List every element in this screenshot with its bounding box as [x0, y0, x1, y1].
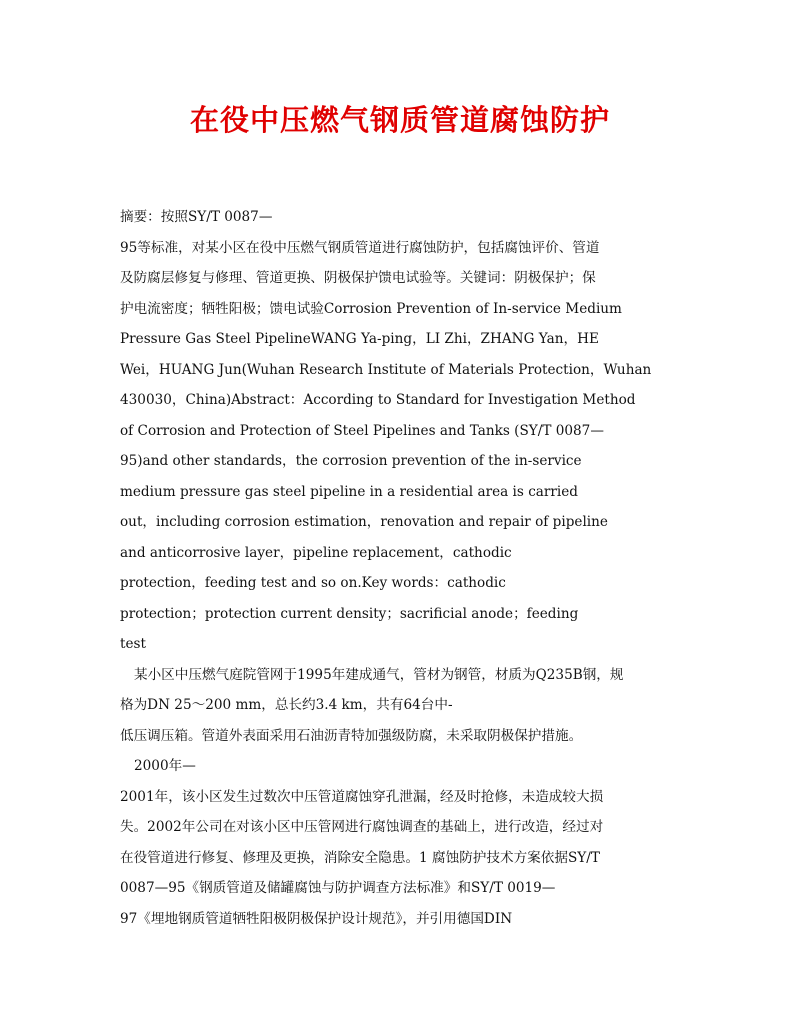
document-title: 在役中压燃气钢质管道腐蚀防护 — [189, 103, 610, 137]
body-line: of Corrosion and Protection of Steel Pipelines and Tanks (SY/T 0087— — [120, 422, 604, 439]
body-line: 95)and other standards，the corrosion prevention of the in-service — [120, 453, 582, 469]
body-line: 2000年— — [134, 758, 196, 774]
body-line: Pressure Gas Steel PipelineWANG Ya-ping，LI Zhi，ZHANG Yan，HE — [120, 331, 599, 347]
body-line: protection；protection current density；sacrificial anode；feeding — [120, 605, 579, 622]
body-line: 在役管道进行修复、修理及更换，消除安全隐患。1 腐蚀防护技术方案依据SY/T — [120, 849, 600, 866]
body-line: Wei，HUANG Jun(Wuhan Research Institute of Materials Protection，Wuhan — [120, 361, 652, 378]
body-line: 95等标准，对某小区在役中压燃气钢质管道进行腐蚀防护，包括腐蚀评价、管道 — [120, 239, 600, 256]
body-line: 失。2002年公司在对该小区中压管网进行腐蚀调查的基础上，进行改造，经过对 — [120, 819, 604, 835]
body-line: 格为DN 25～200 mm，总长约3.4 km，共有64台中- — [120, 697, 453, 713]
body-line: 2001年，该小区发生过数次中压管道腐蚀穿孔泄漏，经及时抢修，未造成较大损 — [120, 788, 604, 805]
body-line: 97《埋地钢质管道牺牲阳极阴极保护设计规范》，并引用德国DIN — [120, 910, 513, 927]
document-body — [120, 202, 690, 934]
body-line: test — [120, 636, 146, 652]
body-line: 低压调压箱。管道外表面采用石油沥青特加强级防腐，未采取阴极保护措施。 — [120, 727, 583, 744]
body-line: 某小区中压燃气庭院管网于1995年建成通气，管材为钢管，材质为Q235B钢，规 — [134, 666, 624, 683]
body-line: protection，feeding test and so on.Key words：cathodic — [120, 575, 506, 591]
body-line: 430030，China)Abstract：According to Standard for Investigation Method — [120, 392, 636, 408]
body-line: 0087—95《钢质管道及储罐腐蚀与防护调查方法标准》和SY/T 0019— — [120, 880, 556, 896]
body-line: 护电流密度；牺牲阳极；馈电试验Corrosion Prevention of In-service Medium — [120, 300, 622, 317]
body-line: out，including corrosion estimation，renovation and repair of pipeline — [120, 514, 608, 530]
body-line: 及防腐层修复与修理、管道更换、阴极保护馈电试验等。关键词：阴极保护；保 — [120, 270, 596, 286]
body-line: 摘要：按照SY/T 0087— — [120, 209, 273, 225]
body-line: medium pressure gas steel pipeline in a residential area is carried — [120, 483, 579, 500]
body-line: and anticorrosive layer，pipeline replacement，cathodic — [120, 544, 512, 561]
